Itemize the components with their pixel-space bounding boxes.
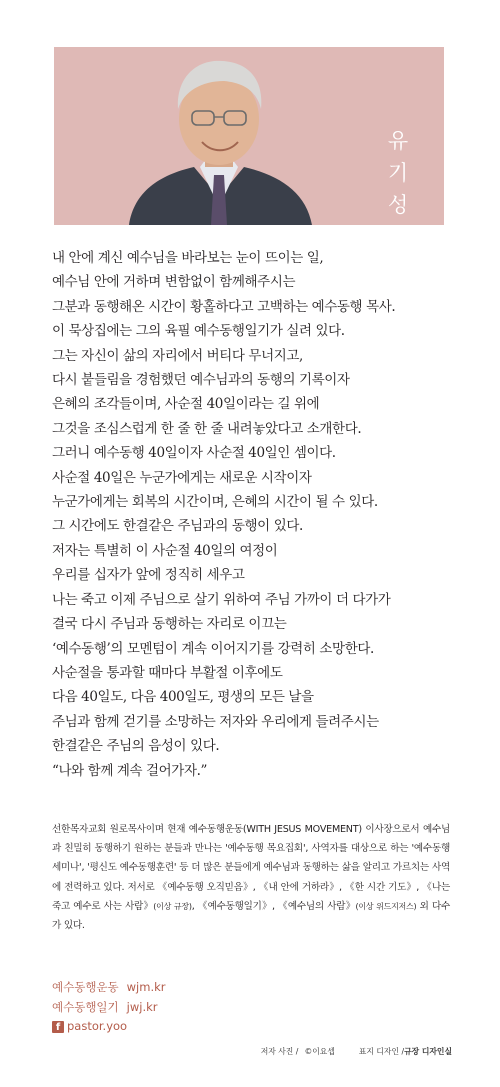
website-link-jwj[interactable] bbox=[52, 998, 166, 1018]
intro-line: 그분과 동행해온 시간이 황홀하다고 고백하는 예수동행 목사. bbox=[52, 298, 396, 315]
intro-line: 그것을 조심스럽게 한 줄 한 줄 내려놓았다고 소개한다. bbox=[52, 420, 362, 437]
intro-line: 사순절 40일은 누군가에게는 새로운 시작이자 bbox=[52, 469, 312, 486]
intro-line: “나와 함께 계속 걸어가자.” bbox=[52, 762, 207, 779]
intro-line: 저자는 특별히 이 사순절 40일의 여정이 bbox=[52, 542, 278, 559]
bio-text: 외 다수가 있다. bbox=[52, 900, 450, 932]
author-photo-panel bbox=[54, 47, 444, 225]
intro-line: 내 안에 계신 예수님을 바라보는 눈이 뜨이는 일, bbox=[52, 250, 324, 266]
design-credit: 규장 디자인실 bbox=[404, 1047, 452, 1056]
intro-line: 누군가에게는 회복의 시간이며, 은혜의 시간이 될 수 있다. bbox=[52, 494, 378, 511]
website-link-wjm[interactable] bbox=[52, 978, 166, 998]
intro-line: 다시 붙들림을 경험했던 예수님과의 동행의 기록이자 bbox=[52, 372, 350, 389]
intro-line: 예수님 안에 거하며 변함없이 함께해주시는 bbox=[52, 274, 296, 291]
link-url: jwj.kr bbox=[126, 999, 158, 1014]
link-url: wjm.kr bbox=[126, 980, 166, 994]
author-portrait bbox=[114, 47, 324, 225]
bio-publisher-note: (이상 위드지저스) bbox=[355, 901, 417, 911]
intro-line: 그 시간에도 한결같은 주님과의 동행이 있다. bbox=[52, 518, 303, 535]
facebook-handle: pastor.yoo bbox=[67, 1019, 128, 1033]
facebook-icon: f bbox=[52, 1021, 64, 1033]
intro-line: 우리를 십자가 앞에 정직히 세우고 bbox=[52, 567, 245, 584]
intro-line: 이 묵상집에는 그의 육필 예수동행일기가 실려 있다. bbox=[52, 323, 345, 340]
bio-publisher-note: (이상 규장) bbox=[153, 901, 192, 911]
author-name-char: 유 bbox=[387, 129, 409, 153]
link-label: 예수동행일기 bbox=[52, 999, 119, 1014]
author-name-vertical bbox=[386, 125, 410, 221]
facebook-link[interactable] bbox=[52, 1017, 166, 1037]
design-credit-label: 표지 디자인 / bbox=[358, 1047, 405, 1056]
intro-line: 은혜의 조각들이며, 사순절 40일이라는 길 위에 bbox=[52, 396, 320, 413]
author-name-char: 성 bbox=[387, 193, 409, 217]
intro-line: 나는 죽고 이제 주님으로 살기 위하여 주님 가까이 더 다가가 bbox=[52, 591, 391, 608]
intro-line: 다음 40일도, 다음 400일도, 평생의 모든 날을 bbox=[52, 689, 314, 706]
intro-text bbox=[52, 246, 472, 783]
intro-line: 그러니 예수동행 40일이자 사순절 40일인 셈이다. bbox=[52, 445, 336, 462]
link-label: 예수동행운동 bbox=[52, 980, 119, 994]
intro-line: ‘예수동행’의 모멘텀이 계속 이어지기를 강력히 소망한다. bbox=[52, 640, 374, 657]
author-bio bbox=[52, 820, 450, 935]
author-links bbox=[52, 978, 166, 1037]
author-name-char: 기 bbox=[387, 161, 409, 185]
credits-footer bbox=[255, 1046, 452, 1057]
bio-text: 선한목자교회 원로목사이며 현재 예수동행운동(WITH JESUS MOVEMENT) 이사장으로서 예수님과 친밀히 동행하기 원하는 분들과 만나는 '예수동행 목요집회', 사역자를 대상으로 하는 '예수동행 세미나', '평신도 예수동행훈련' 등 더 많은 분들에게 예수님과 동행하는 삶을 알리고 가르치는 사역에 전력하고 있다. 저서로 《예수동행 오직믿음》, 《내 안에 거하라》, 《한 시간 기도》, 《나는 죽고 예수로 사는 사람》 bbox=[52, 824, 450, 912]
intro-line: 그는 자신이 삶의 자리에서 버티다 무너지고, bbox=[52, 347, 303, 364]
intro-line: 주님과 함께 걷기를 소망하는 저자와 우리에게 들려주시는 bbox=[52, 713, 379, 730]
photo-credit: ©이요셉 bbox=[304, 1047, 335, 1056]
intro-line: 결국 다시 주님과 동행하는 자리로 이끄는 bbox=[52, 616, 287, 633]
bio-text: , 《예수동행일기》, 《예수님의 사람》 bbox=[191, 900, 356, 912]
photo-credit-label: 저자 사진 / bbox=[260, 1047, 299, 1056]
intro-line: 사순절을 통과할 때마다 부활절 이후에도 bbox=[52, 664, 283, 681]
intro-line: 한결같은 주님의 음성이 있다. bbox=[52, 738, 220, 755]
